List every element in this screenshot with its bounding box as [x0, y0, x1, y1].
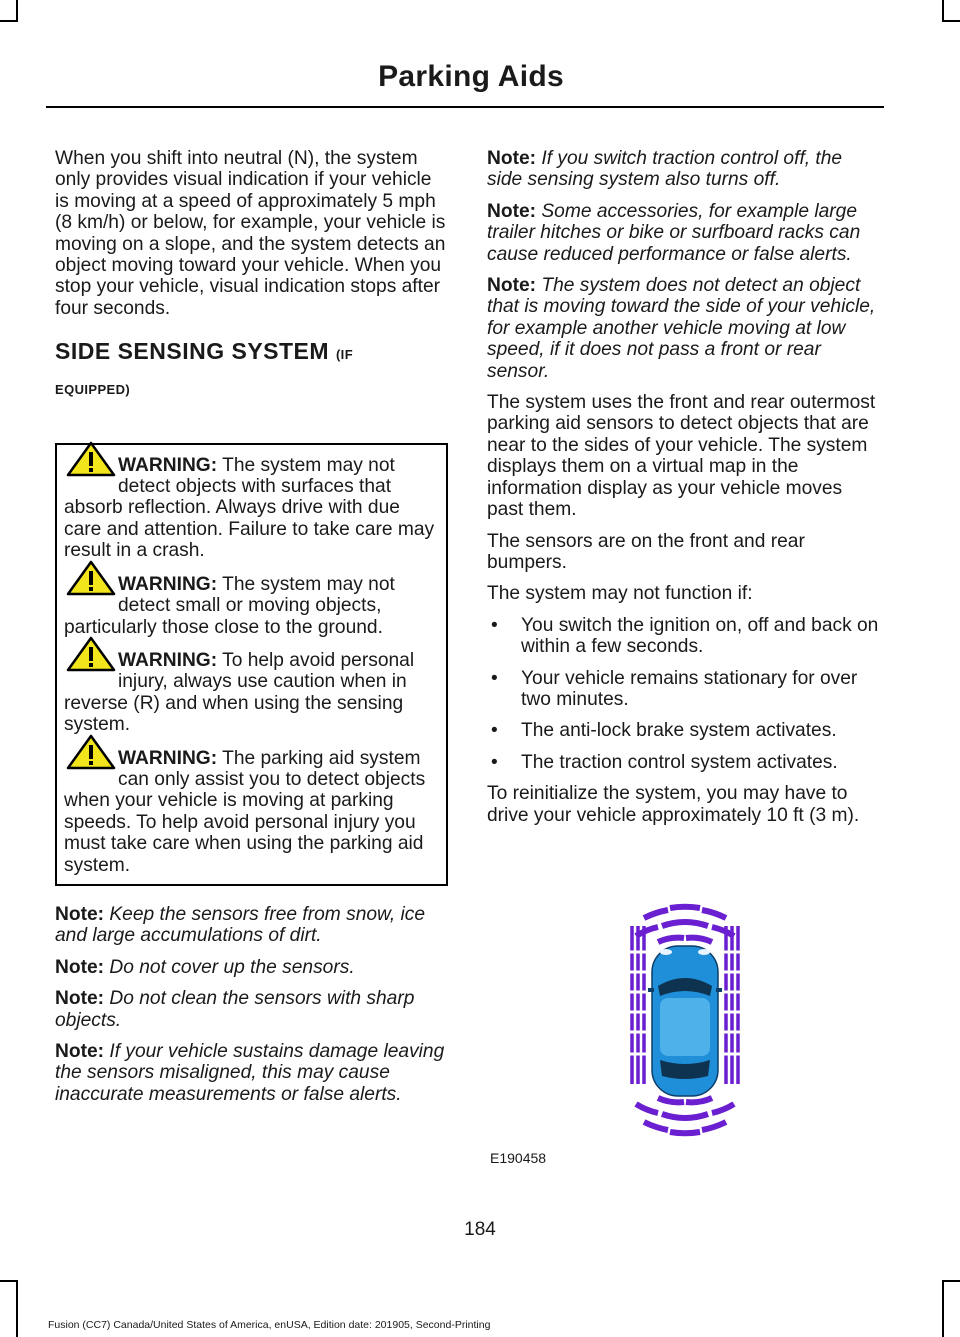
warning-triangle-icon	[66, 636, 116, 672]
page-number: 184	[464, 1219, 496, 1240]
crop-mark	[16, 0, 18, 22]
note-text: Keep the sensors free from snow, ice and large accumulations of dirt.	[55, 903, 426, 947]
warning-triangle-icon	[66, 560, 116, 596]
warning-text: The system may not detect objects with surfaces that absorb reflection. Always drive with due care and attention. Failure to take care may result in a crash.	[64, 454, 435, 562]
warning-box	[55, 443, 448, 886]
body-paragraph: To reinitialize the system, you may have to drive your vehicle approximately 10 ft (3 m).	[487, 783, 860, 826]
vehicle-top-view	[648, 946, 722, 1096]
section-title-line2: EQUIPPED)	[55, 382, 131, 398]
note-text: If you switch traction control off, the side sensing system also turns off.	[487, 148, 843, 191]
note-label: Note:	[55, 956, 105, 978]
rear-sensor-arc	[644, 1122, 668, 1130]
note-item	[55, 988, 448, 1031]
crop-mark	[0, 20, 18, 22]
note-text: Some accessories, for example large trailer hitches or bike or surfboard racks can cause reduced performance or false alerts.	[487, 200, 861, 265]
crop-mark	[942, 1280, 944, 1337]
rear-sensor-arc	[702, 1122, 726, 1130]
warning-text: The parking aid system can only assist you to detect objects when your vehicle is moving at parking speeds. To help avoid personal injury you must take care when using the parking aid system.	[64, 747, 426, 876]
warning-item	[64, 574, 439, 638]
note-item	[55, 904, 448, 947]
rear-sensor-arc	[712, 1104, 734, 1113]
list-item: • You switch the ignition on, off and back on within a few seconds.	[487, 615, 880, 658]
note-label: Note:	[487, 148, 537, 169]
note-text: Do not cover up the sensors.	[104, 956, 355, 978]
note-text: If your vehicle sustains damage leaving the sensors misaligned, this may cause inaccurate measurements or false alerts.	[55, 1041, 445, 1105]
crop-mark	[16, 1280, 18, 1337]
intro-paragraph: When you shift into neutral (N), the system only provides visual indication if your vehicle is moving at a speed of approximately 5 mph (8 km/h) or below, for example, your vehicle is moving on a slope, and the system detects an object moving toward your vehicle. When you stop your vehicle, visual indication stops after four seconds.	[55, 148, 446, 319]
body-paragraph: The system may not function if:	[487, 583, 753, 605]
rear-sensor-arc	[636, 1104, 658, 1113]
note-label: Note:	[55, 1041, 105, 1062]
warning-label: WARNING:	[118, 747, 218, 769]
note-item	[487, 275, 880, 382]
note-label: Note:	[487, 275, 537, 297]
list-item: • Your vehicle remains stationary for over two minutes.	[487, 668, 880, 711]
rear-sensor-arc	[658, 1098, 684, 1102]
warning-item	[64, 748, 439, 876]
warning-triangle-icon	[66, 441, 116, 477]
rear-sensor-arc	[670, 1132, 700, 1133]
note-item	[55, 1041, 448, 1105]
note-item	[487, 148, 880, 191]
note-label: Note:	[55, 988, 105, 1010]
page-title: Parking Aids	[378, 60, 564, 93]
left-column	[55, 148, 448, 1115]
warning-triangle-icon	[66, 734, 116, 770]
front-sensor-arc	[670, 907, 700, 908]
rear-sensor-arc	[686, 1098, 712, 1102]
footer-edition-info: Fusion (CC7) Canada/United States of America, enUSA, Edition date: 201905, Second-Printing	[48, 1319, 491, 1331]
body-paragraph: The sensors are on the front and rear bumpers.	[487, 530, 805, 573]
note-item	[487, 201, 880, 265]
front-sensor-arc	[702, 910, 726, 918]
crop-mark	[942, 0, 944, 22]
section-title-suffix: (IF	[335, 347, 354, 363]
warning-label: WARNING:	[118, 649, 218, 671]
list-item: • The anti-lock brake system activates.	[487, 720, 880, 741]
front-sensor-arc	[658, 938, 684, 942]
crop-mark	[0, 1280, 18, 1282]
header-divider	[46, 106, 884, 108]
front-sensor-arc	[662, 922, 708, 926]
note-label: Note:	[487, 200, 537, 222]
list-item: • The traction control system activates.	[487, 752, 880, 773]
crop-mark	[942, 20, 960, 22]
note-text: The system does not detect an object that is moving toward the side of your vehicle, for example another vehicle moving at low speed, if it does not pass a front or rear sensor.	[487, 275, 876, 382]
section-title-text: SIDE SENSING SYSTEM	[55, 338, 330, 365]
note-text: Do not clean the sensors with sharp objects.	[55, 988, 415, 1031]
figure-label: E190458	[490, 1150, 547, 1166]
warning-item	[64, 650, 439, 736]
note-label: Note:	[55, 903, 105, 925]
front-sensor-arc	[686, 938, 712, 942]
warning-text: The system may not detect small or moving objects, particularly those close to the ground.	[64, 573, 395, 638]
rear-sensor-arc	[662, 1114, 708, 1118]
warning-text: To help avoid personal injury, always use caution when in reverse (R) and when using the sensing system.	[64, 649, 415, 736]
condition-list	[487, 615, 880, 773]
note-item	[55, 957, 448, 978]
front-sensor-arc	[644, 910, 668, 918]
warning-label: WARNING:	[118, 454, 218, 476]
right-column	[487, 148, 880, 836]
warning-label: WARNING:	[118, 573, 218, 595]
warning-item	[64, 455, 439, 562]
section-title	[55, 339, 448, 367]
body-paragraph: The system uses the front and rear outermost parking aid sensors to detect objects that are near to the sides of your vehicle. The system displays them on a virtual map in the information display as your vehicle moves past them.	[487, 392, 876, 521]
crop-mark	[942, 1280, 960, 1282]
side-sensing-illustration	[600, 892, 760, 1142]
